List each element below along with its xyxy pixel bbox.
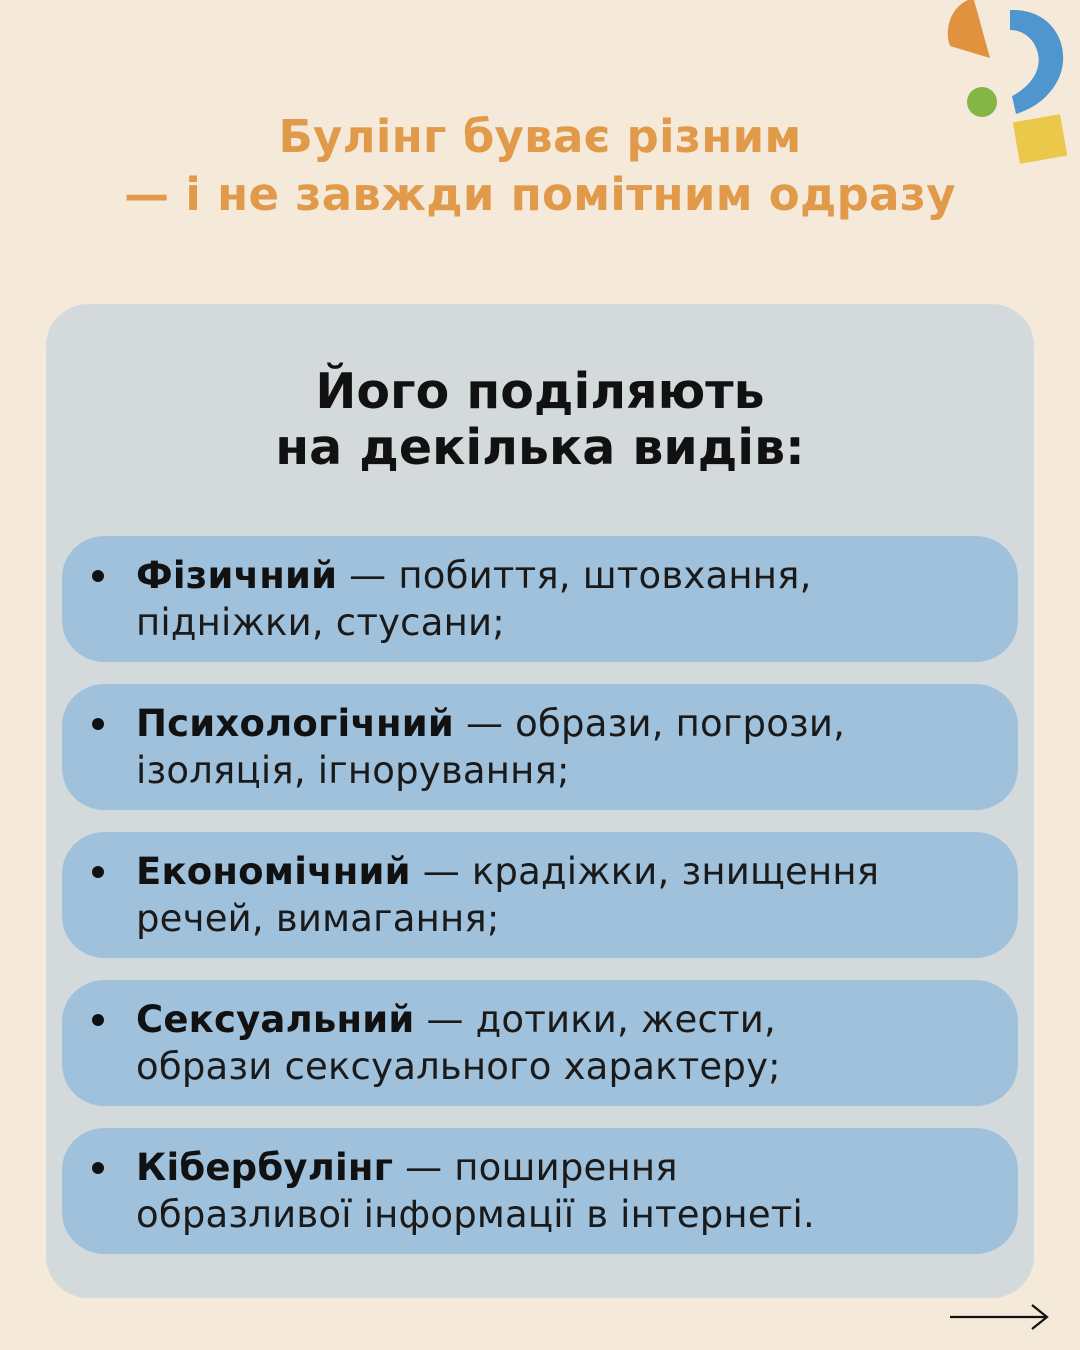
- list-item-physical: [62, 536, 1018, 662]
- list-item-cyberbullying: [62, 1128, 1018, 1254]
- headline-line-1: Булінг буває різним: [278, 110, 802, 163]
- list-item-description-cont: ізоляція, ігнорування;: [136, 749, 570, 792]
- list-item-term: Економічний: [136, 850, 411, 893]
- list-item-description: — побиття, штовхання,: [337, 554, 812, 597]
- headline-line-2: — і не завжди помітним одразу: [124, 168, 956, 221]
- arrow-right-icon[interactable]: [948, 1302, 1052, 1332]
- list-item-description-cont: образливої інформації в інтернеті.: [136, 1193, 815, 1236]
- list-item-description: — поширення: [393, 1146, 678, 1189]
- card-title-line-1: Його поділяють: [315, 363, 765, 420]
- card-title: [46, 364, 1034, 476]
- logo-orange-wedge: [948, 0, 990, 58]
- logo-blue-hook: [1010, 10, 1063, 114]
- list-item-economic: [62, 832, 1018, 958]
- headline: [0, 108, 1080, 224]
- list-item-term: Психологічний: [136, 702, 455, 745]
- list-item-description-cont: підніжки, стусани;: [136, 601, 505, 644]
- list-item-description-cont: образи сексуального характеру;: [136, 1045, 781, 1088]
- list-item-term: Фізичний: [136, 554, 338, 597]
- bullet-icon: [92, 570, 104, 582]
- list-item-text: [136, 848, 1006, 942]
- bullet-icon: [92, 1162, 104, 1174]
- list-item-description: — крадіжки, знищення: [410, 850, 880, 893]
- list-item-text: [136, 1144, 1006, 1238]
- card-title-line-2: на декілька видів:: [275, 419, 805, 476]
- list-item-psychological: [62, 684, 1018, 810]
- list-item-term: Кібербулінг: [136, 1146, 394, 1189]
- bullet-icon: [92, 866, 104, 878]
- list-item-text: [136, 700, 1006, 794]
- bullet-icon: [92, 718, 104, 730]
- types-card: [46, 304, 1034, 1298]
- list-item-description: — образи, погрози,: [454, 702, 846, 745]
- bullet-icon: [92, 1014, 104, 1026]
- list-item-description: — дотики, жести,: [414, 998, 776, 1041]
- list-item-description-cont: речей, вимагання;: [136, 897, 500, 940]
- list-item-term: Сексуальний: [136, 998, 415, 1041]
- list-item-text: [136, 996, 1006, 1090]
- list-item-text: [136, 552, 1006, 646]
- list-item-sexual: [62, 980, 1018, 1106]
